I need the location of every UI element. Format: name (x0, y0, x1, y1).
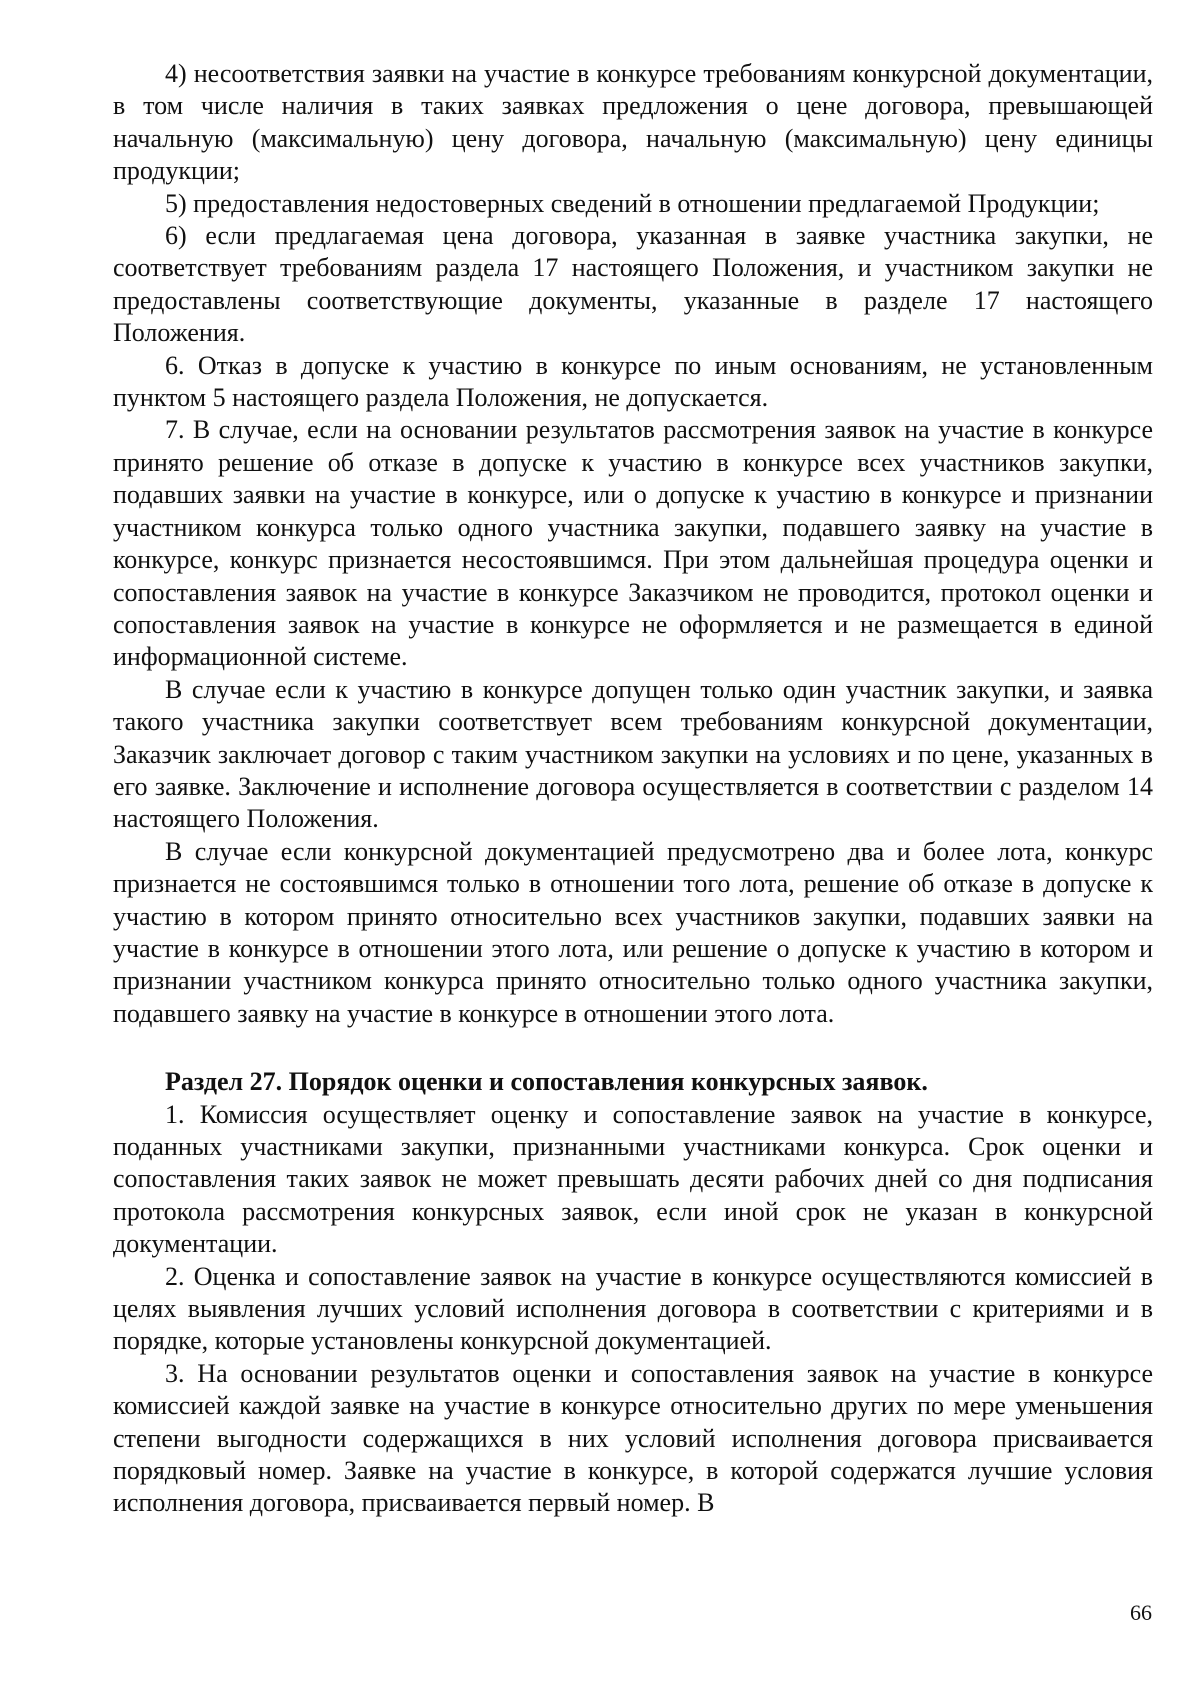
paragraph-section-27-point-1: 1. Комиссия осуществляет оценку и сопоставление заявок на участие в конкурсе, поданных участниками закупки, признанными участниками конкурса. Срок оценки и сопоставления таких заявок не может превышать десяти рабочих дней со дня подписания протокола рассмотрения конкурсных заявок, если иной срок не указан в конкурсной документации. (113, 1099, 1153, 1259)
paragraph-section-27-point-3: 3. На основании результатов оценки и сопоставления заявок на участие в конкурсе комиссией каждой заявке на участие в конкурсе относительно других по мере уменьшения степени выгодности содержащихся в них условий исполнения договора присваивается порядковый номер. Заявке на участие в конкурсе, в которой содержатся лучшие условия исполнения договора, присваивается первый номер. В (113, 1358, 1153, 1518)
paragraph-section-27-point-2: 2. Оценка и сопоставление заявок на участие в конкурсе осуществляются комиссией в целях выявления лучших условий исполнения договора в соответствии с критериями и в порядке, которые установлены конкурсной документацией. (113, 1261, 1153, 1356)
paragraph-item-6: 6) если предлагаемая цена договора, указанная в заявке участника закупки, не соответствует требованиям раздела 17 настоящего Положения, и участником закупки не предоставлены соответствующие документы, указанные в разделе 17 настоящего Положения. (113, 221, 1153, 348)
paragraph-point-6: 6. Отказ в допуске к участию в конкурсе по иным основаниям, не установленным пунктом 5 настоящего раздела Положения, не допускается. (113, 350, 1153, 413)
document-page (113, 58, 1153, 1520)
paragraph-multiple-lots: В случае если конкурсной документацией предусмотрено два и более лота, конкурс признается не состоявшимся только в отношении того лота, решение об отказе в допуске к участию в котором принято относительно всех участников закупки, подавших заявки на участие в конкурсе в отношении этого лота, или решение о допуске к участию в котором и признании участником конкурса принято относительно только одного участника закупки, подавшего заявку на участие в конкурсе в отношении этого лота. (113, 836, 1153, 1028)
page-number: 66 (1130, 1600, 1152, 1625)
paragraph-single-participant: В случае если к участию в конкурсе допущен только один участник закупки, и заявка такого участника закупки соответствует всем требованиям конкурсной документации, Заказчик заключает договор с таким участником закупки на условиях и по цене, указанных в его заявке. Заключение и исполнение договора осуществляется в соответствии с разделом 14 настоящего Положения. (113, 674, 1153, 834)
paragraph-item-5: 5) предоставления недостоверных сведений в отношении предлагаемой Продукции; (165, 188, 1100, 218)
section-heading: Раздел 27. Порядок оценки и сопоставления конкурсных заявок. (165, 1067, 928, 1097)
paragraph-point-7: 7. В случае, если на основании результатов рассмотрения заявок на участие в конкурсе принято решение об отказе в допуске к участию в конкурсе всех участников закупки, подавших заявки на участие в конкурсе, или о допуске к участию в конкурсе и признании участником конкурса только одного участника закупки, подавшего заявку на участие в конкурсе, конкурс признается несостоявшимся. При этом дальнейшая процедура оценки и сопоставления заявок на участие в конкурсе Заказчиком не проводится, протокол оценки и сопоставления заявок на участие в конкурсе не оформляется и не размещается в единой информационной системе. (113, 415, 1153, 672)
paragraph-item-4: 4) несоответствия заявки на участие в конкурсе требованиям конкурсной документации, в том числе наличия в таких заявках предложения о цене договора, превышающей начальную (максимальную) цену договора, начальную (максимальную) цену единицы продукции; (113, 59, 1153, 186)
